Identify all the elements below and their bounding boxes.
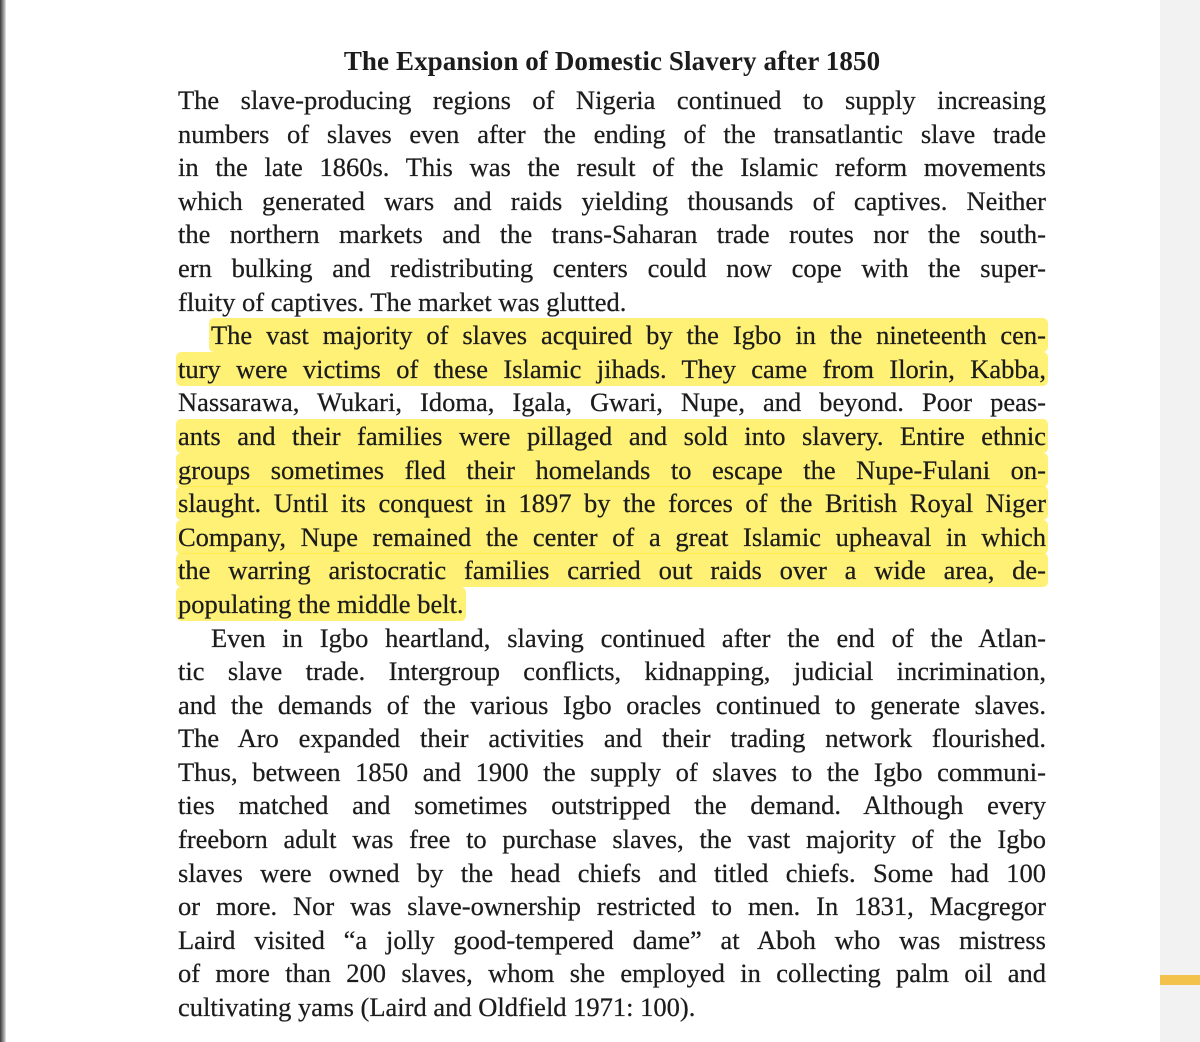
text-line: fluity of captives. The market was glutted. bbox=[178, 286, 627, 317]
text-line bbox=[178, 319, 1046, 353]
right-margin-panel bbox=[1160, 0, 1200, 1042]
highlighted-text: tury were victims of these Islamic jihads. They came from Ilorin, Kabba, bbox=[178, 353, 1046, 384]
text-line bbox=[178, 353, 1046, 387]
section-heading: The Expansion of Domestic Slavery after 1850 bbox=[343, 46, 881, 76]
paragraph-2 bbox=[178, 319, 1046, 621]
text-line: tic slave trade. Intergroup conflicts, kidnapping, judicial incrimination, bbox=[178, 656, 1046, 687]
highlighted-text: The vast majority of slaves acquired by the Igbo in the nineteenth cen- bbox=[211, 320, 1046, 351]
text-line bbox=[178, 487, 1046, 521]
text-line: freeborn adult was free to purchase slaves, the vast majority of the Igbo bbox=[178, 824, 1046, 855]
highlighted-text: groups sometimes fled their homelands to escape the Nupe-Fulani on- bbox=[178, 454, 1046, 485]
text-line bbox=[178, 521, 1046, 555]
scroll-position-marker bbox=[1160, 975, 1200, 985]
text-line: or more. Nor was slave-ownership restricted to men. In 1831, Macgregor bbox=[178, 891, 1046, 922]
text-line: ern bulking and redistributing centers could now cope with the super- bbox=[178, 252, 1046, 283]
text-line: Laird visited “a jolly good-tempered dame” at Aboh who was mistress bbox=[178, 924, 1046, 955]
text-line: which generated wars and raids yielding thousands of captives. Neither bbox=[178, 185, 1046, 216]
text-line: Thus, between 1850 and 1900 the supply of slaves to the Igbo communi- bbox=[178, 756, 1046, 787]
document-body bbox=[178, 44, 1046, 1025]
text-line: Nassarawa, Wukari, Idoma, Igala, Gwari, Nupe, and beyond. Poor peas- bbox=[178, 387, 1046, 418]
paragraph-1 bbox=[178, 84, 1046, 319]
text-line: Even in Igbo heartland, slaving continued after the end of the Atlan- bbox=[211, 622, 1046, 653]
text-line: slaves were owned by the head chiefs and titled chiefs. Some had 100 bbox=[178, 857, 1046, 888]
text-line: ties matched and sometimes outstripped the demand. Although every bbox=[178, 790, 1046, 821]
text-line bbox=[178, 454, 1046, 488]
text-line: and the demands of the various Igbo oracles continued to generate slaves. bbox=[178, 689, 1046, 720]
text-line: The Aro expanded their activities and their trading network flourished. bbox=[178, 723, 1046, 754]
page-left-edge bbox=[0, 0, 6, 1042]
text-line bbox=[178, 554, 1046, 588]
highlighted-text: populating the middle belt. bbox=[178, 588, 464, 619]
text-line bbox=[178, 420, 1046, 454]
text-line: in the late 1860s. This was the result of the Islamic reform movements bbox=[178, 152, 1046, 183]
highlighted-text: Company, Nupe remained the center of a great Islamic upheaval in which bbox=[178, 521, 1046, 552]
text-line: the northern markets and the trans-Saharan trade routes nor the south- bbox=[178, 219, 1046, 250]
highlighted-text: the warring aristocratic families carried out raids over a wide area, de- bbox=[178, 555, 1046, 586]
paragraph-3 bbox=[178, 622, 1046, 1025]
text-line: of more than 200 slaves, whom she employed in collecting palm oil and bbox=[178, 958, 1046, 989]
text-line: cultivating yams (Laird and Oldfield 1971: 100). bbox=[178, 992, 696, 1023]
text-line: numbers of slaves even after the ending of the transatlantic slave trade bbox=[178, 118, 1046, 149]
highlighted-text: ants and their families were pillaged and sold into slavery. Entire ethnic bbox=[178, 420, 1046, 451]
text-line bbox=[178, 588, 1046, 622]
highlighted-text: slaught. Until its conquest in 1897 by the forces of the British Royal Niger bbox=[178, 488, 1046, 519]
text-line: The slave-producing regions of Nigeria continued to supply increasing bbox=[178, 85, 1046, 115]
